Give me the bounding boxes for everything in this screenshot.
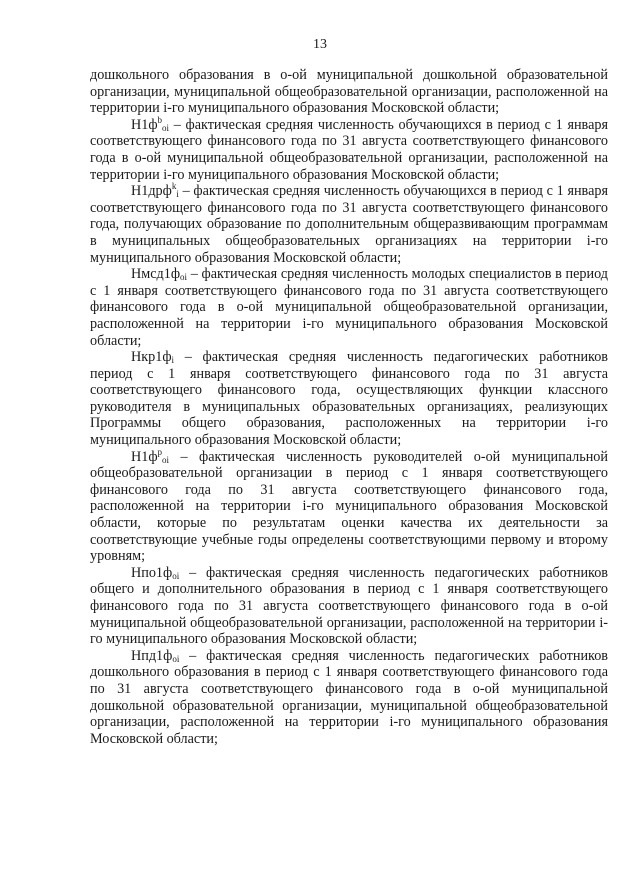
definition-text: – фактическая средняя численность обучающихся в период с 1 января соответствующего финансового года по 31 августа соответствующего финансового года в о-ой муниципальной общеобразовательной организации, расположенной на территории i-го муниципального образования Московской области; <box>90 116 608 183</box>
document-body <box>90 67 608 747</box>
formula-superscript: р <box>157 446 163 457</box>
definition-paragraph-n1f-p <box>90 446 608 565</box>
definition-paragraph-n1drf-k <box>90 183 608 266</box>
paragraph-text: дошкольного образования в о-ой муниципальной дошкольной образовательной организации, муниципальной общеобразовательной организации, расположенной на территории i-го муниципального образования Московской области; <box>90 67 608 117</box>
definition-paragraph-nmsd1f <box>90 266 608 349</box>
formula-symbol: Н1ф <box>131 448 158 465</box>
formula-symbol: Нкр1ф <box>131 349 172 366</box>
formula-symbol: Н1ф <box>131 116 158 133</box>
definition-paragraph-npo1f <box>90 565 608 648</box>
formula-subscript: oi <box>172 570 180 581</box>
formula-superscript: b <box>157 114 163 125</box>
formula-symbol: Нпо1ф <box>131 564 173 581</box>
definition-text: – фактическая средняя численность педагогических работников период с 1 января соответствующего финансового года по 31 августа соответствующего финансового года, осуществляющих функции классного руководителя в муниципальных образовательных организациях, реализующих Программы общего образования, расположенных на территории i-го муниципального образования Московской области; <box>90 349 608 449</box>
page-number: 13 <box>313 37 327 52</box>
definition-text: – фактическая средняя численность обучающихся в период с 1 января соответствующего финансового года по 31 августа соответствующего финансового года, получающих образование по дополнительным общеразвивающим программам в муниципальных общеобразовательных организациях на территории i-го муниципального образования Московской области; <box>90 183 608 266</box>
paragraph-continuation <box>90 67 608 117</box>
formula-subscript: oi <box>162 122 170 133</box>
formula-subscript: oi <box>180 272 188 283</box>
formula-subscript: i <box>176 189 179 200</box>
definition-text: – фактическая средняя численность педагогических работников дошкольного образования в период с 1 января соответствующего финансового года по 31 августа соответствующего финансового года в о-ой муниципальной дошкольной образовательной организации, муниципальной общеобразовательной организации, расположенной на территории i-го муниципального образования Московской области; <box>90 647 608 747</box>
definition-text: – фактическая средняя численность педагогических работников общего и дополнительного образования в период с 1 января соответствующего финансового года по 31 августа соответствующего финансового года в о-ой муниципальной общеобразовательной организации, расположенной на территории i-го муниципального образования Московской области; <box>90 564 608 648</box>
formula-symbol: Нмсд1ф <box>131 266 181 283</box>
definition-paragraph-npd1f <box>90 648 608 748</box>
formula-symbol: Н1дрф <box>131 183 172 200</box>
definition-paragraph-n1f-b <box>90 114 608 183</box>
definition-text: – фактическая численность руководителей о-ой муниципальной общеобразовательной организации в период с 1 января соответствующего финансового года по 31 августа соответствующего финансового года, расположенной на территории i-го муниципального образования Московской области, которые по результатам оценки качества их деятельности за соответствующие учебные годы определены соответствующими первому и второму уровням; <box>90 448 608 565</box>
definition-paragraph-nkr1f <box>90 349 608 449</box>
formula-subscript: oi <box>172 653 180 664</box>
formula-superscript: k <box>171 181 177 192</box>
definition-text: – фактическая средняя численность молодых специалистов в период с 1 января соответствующего финансового года по 31 августа соответствующего финансового года в о-ой муниципальной общеобразовательной организации, расположенной на территории i-го муниципального образования Московской области; <box>90 266 608 349</box>
formula-symbol: Нпд1ф <box>131 647 173 664</box>
formula-subscript: oi <box>162 454 170 465</box>
formula-subscript: i <box>171 355 175 366</box>
